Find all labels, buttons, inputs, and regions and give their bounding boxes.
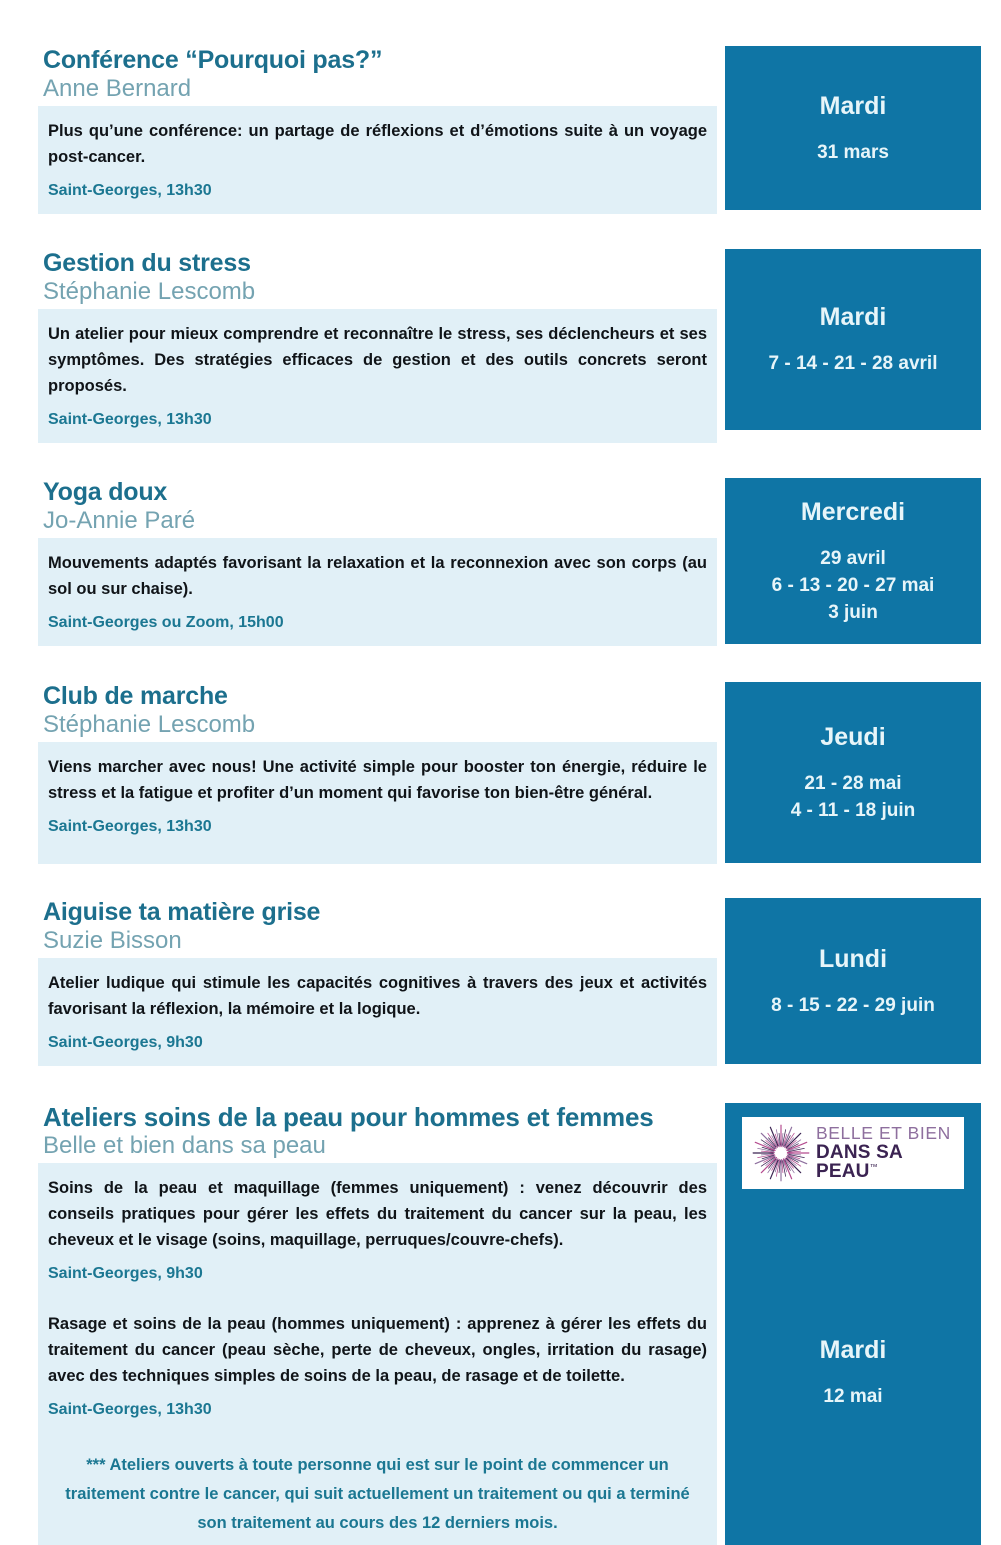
activity-content	[38, 682, 717, 864]
activity-eligibility-note: *** Ateliers ouverts à toute personne qui est sur le point de commencer un traitement contre le cancer, qui suit actuellement un traitement ou qui a terminé son traitement au cours des 12 derniers mois.	[65, 1456, 690, 1532]
logo-line-2	[816, 1143, 958, 1181]
activity-title: Club de marche	[43, 682, 228, 710]
activity-place-time: Saint-Georges, 13h30	[48, 411, 212, 428]
activity-description: Plus qu’une conférence: un partage de réflexions et d’émotions suite à un voyage post-cancer.	[48, 122, 707, 166]
activity-place-time: Saint-Georges, 13h30	[48, 182, 212, 199]
activity-header	[38, 1103, 717, 1163]
activity-card	[0, 46, 1001, 214]
activity-card	[0, 682, 1001, 864]
activity-place-time: Saint-Georges, 9h30	[48, 1265, 203, 1282]
logo-line-1: BELLE ET BIEN	[816, 1122, 951, 1143]
activity-title: Yoga doux	[43, 478, 168, 506]
activity-card	[0, 249, 1001, 443]
activity-date-panel	[725, 898, 981, 1064]
activity-body	[38, 1163, 717, 1545]
activity-presenter: Jo-Annie Paré	[43, 507, 196, 534]
activity-date-panel	[725, 478, 981, 644]
activity-date: 4 - 11 - 18 juin	[790, 799, 916, 821]
activity-content	[38, 898, 717, 1066]
activity-body	[38, 742, 717, 864]
activity-date: 29 avril	[820, 547, 886, 569]
activity-presenter: Belle et bien dans sa peau	[43, 1132, 326, 1159]
activity-card	[0, 1103, 1001, 1545]
activity-place-time: Saint-Georges, 13h30	[48, 818, 212, 835]
activity-weekday: Lundi	[818, 944, 888, 973]
activity-date: 3 juin	[828, 601, 878, 623]
activity-weekday: Jeudi	[820, 722, 886, 751]
activity-date-panel	[725, 249, 981, 430]
activity-dates	[772, 545, 935, 626]
activity-header	[38, 898, 717, 958]
activity-description: Soins de la peau et maquillage (femmes uniquement) : venez découvrir des conseils pratiques pour gérer les effets du traitement du cancer sur la peau, les cheveux et le visage (soins, maquillage, perruques/couvre-chefs).	[48, 1179, 707, 1249]
activity-header	[38, 46, 717, 106]
activity-body	[38, 106, 717, 214]
activity-content	[38, 46, 717, 214]
activity-date-panel	[725, 1103, 981, 1545]
activity-place-time: Saint-Georges, 13h30	[48, 1401, 212, 1418]
activity-header	[38, 249, 717, 309]
activity-header	[38, 682, 717, 742]
activity-content	[38, 1103, 717, 1545]
activity-weekday: Mercredi	[800, 497, 906, 526]
activity-description: Un atelier pour mieux comprendre et reconnaître le stress, ses déclencheurs et ses symptômes. Des stratégies efficaces de gestion et des outils concrets seront proposés.	[48, 325, 707, 395]
section-spacer	[48, 1285, 707, 1311]
activity-place-time: Saint-Georges ou Zoom, 15h00	[48, 614, 284, 631]
activity-place-time: Saint-Georges, 9h30	[48, 1034, 203, 1051]
activity-content	[38, 249, 717, 443]
activity-date-panel	[725, 682, 981, 863]
activity-description: Viens marcher avec nous! Une activité simple pour booster ton énergie, réduire le stress et la fatigue et profiter d’un moment qui favorise ton bien-être général.	[48, 758, 707, 802]
logo-wordmark	[816, 1122, 958, 1183]
activity-description: Rasage et soins de la peau (hommes uniquement) : apprenez à gérer les effets du traitement du cancer (peau sèche, perte de cheveux, ongles, irritation du rasage) avec des techniques simples de soins de la peau, de rasage et de toilette.	[48, 1315, 707, 1385]
activity-presenter: Anne Bernard	[43, 75, 192, 102]
activity-body	[38, 309, 717, 443]
trademark-mark: ™	[869, 1162, 878, 1172]
date-stack	[725, 1189, 981, 1545]
activity-date-panel	[725, 46, 981, 210]
activity-body	[38, 958, 717, 1066]
activity-title: Ateliers soins de la peau pour hommes et femmes	[43, 1102, 654, 1132]
activity-date: 21 - 28 mai	[804, 772, 902, 794]
activity-date: 8 - 15 - 22 - 29 juin	[771, 994, 935, 1016]
activity-header	[38, 478, 717, 538]
activity-description: Mouvements adaptés favorisant la relaxation et la reconnexion avec son corps (au sol ou sur chaise).	[48, 554, 707, 598]
starburst-icon	[752, 1124, 810, 1182]
activity-presenter: Suzie Bisson	[43, 927, 182, 954]
activity-weekday: Mardi	[819, 1335, 887, 1364]
activity-content	[38, 478, 717, 646]
activity-card	[0, 898, 1001, 1066]
activity-weekday: Mardi	[819, 303, 887, 331]
activity-weekday: Mardi	[819, 91, 887, 120]
activity-date: 12 mai	[823, 1385, 883, 1407]
activity-card	[0, 478, 1001, 646]
activity-date: 7 - 14 - 21 - 28 avril	[768, 353, 938, 374]
activity-title: Conférence “Pourquoi pas?”	[43, 46, 383, 74]
activity-description: Atelier ludique qui stimule les capacités cognitives à travers des jeux et activités favorisant la réflexion, la mémoire et la logique.	[48, 974, 707, 1018]
activity-presenter: Stéphanie Lescomb	[43, 711, 256, 738]
activity-body	[38, 538, 717, 646]
activity-date: 6 - 13 - 20 - 27 mai	[771, 574, 935, 596]
activity-date: 31 mars	[817, 141, 889, 163]
activity-title: Gestion du stress	[43, 249, 251, 277]
activity-title: Aiguise ta matière grise	[43, 898, 321, 926]
activity-presenter: Stéphanie Lescomb	[43, 278, 256, 305]
logo-line-2-text: DANS SA PEAU	[816, 1142, 903, 1183]
activity-dates	[791, 770, 916, 824]
belle-et-bien-dans-sa-peau-logo	[742, 1117, 964, 1189]
